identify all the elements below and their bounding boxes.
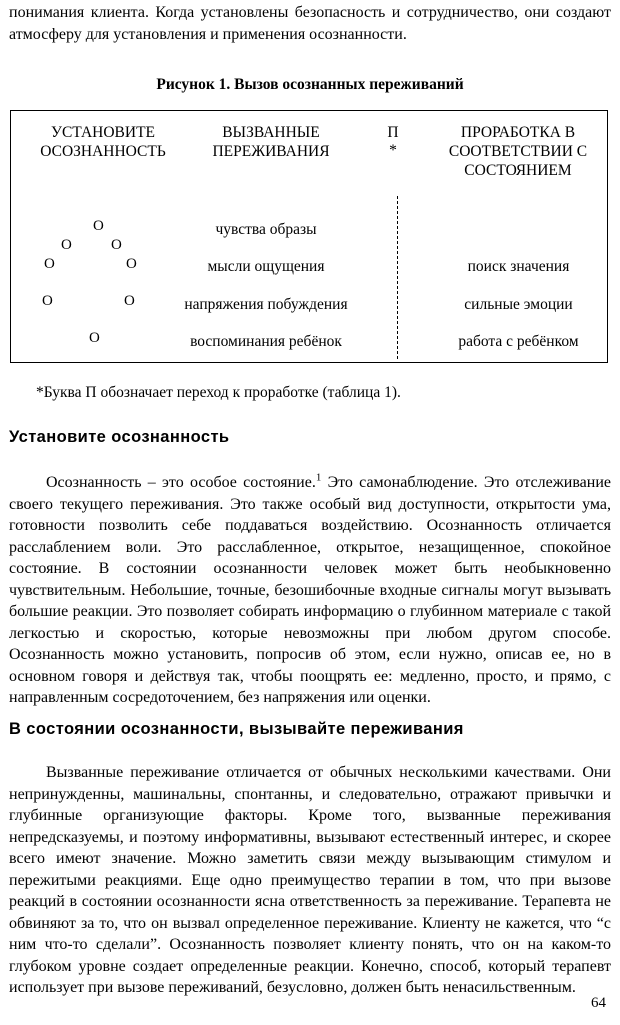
section2-paragraph: Вызванные переживание отличается от обычных несколькими качествами. Они непринужденны, машинальны, спонтанны, и следовательно, отражают привычки и глубинные организующие факторы. Кроме того, вызванные переживания непредсказуемы, и поэтому информативны, вызывают естественный интерес, и скорее всего имеют значение. Можно заметить связи между вызывающим стимулом и пережитыми реакциями. Еще одно преимущество терапии в том, что при вызове реакций в состоянии осознанности ясна ответственность за переживание. Терапевта не обвиняют за то, что он вызвал определенное переживание. Клиенту не кажется, что “с ним что-то сделали”. Осознанность позволяет клиенту понять, что он на каком-то глубоком уровне создает определенные реакции. Конечно, способ, который терапевт использует при вызове переживаний, безусловно, должен быть ненасильственным. — [9, 764, 611, 996]
evoked-row-feelings-images: чувства образы — [215, 221, 317, 238]
circle-glyph: O — [126, 256, 137, 272]
section1-paragraph — [9, 472, 611, 709]
figure-box — [10, 110, 608, 363]
circle-glyph: O — [124, 293, 135, 309]
figure-header-evoked-experiences: ВЫЗВАННЫЕ ПЕРЕЖИВАНИЯ — [212, 124, 330, 160]
circle-glyph: O — [111, 237, 122, 253]
circle-glyph: O — [42, 293, 53, 309]
figure-footnote: *Буква П обозначает переход к проработке (таблица 1). — [36, 384, 401, 401]
figure-header-asterisk: * — [389, 142, 397, 159]
figure-caption: Рисунок 1. Вызов осознанных переживаний — [156, 76, 464, 93]
circle-glyph: O — [93, 218, 104, 234]
evoked-row-memories-child: воспоминания ребёнок — [190, 333, 342, 350]
dashed-divider — [397, 196, 398, 359]
page-number: 64 — [591, 995, 606, 1011]
figure-header-establish-mindfulness: УСТАНОВИТЕ ОСОЗНАННОСТЬ — [40, 124, 166, 160]
footnote-reference-1: 1 — [315, 471, 322, 484]
section1-text-start: Осознанность – это особое состояние. — [46, 474, 316, 491]
section1-text-rest: Это самонаблюдение. Это отслеживание своего текущего переживания. Это также особый вид доступности, открытости ума, готовности позволить себе поддаваться воздействию. Осознанность отличается расслаблением воли. Это расслабленное, открытое, незащищенное, спокойное состояние. В состоянии осознанности человек может быть необыкновенно чувствительным. Небольшие, точные, безошибочные входные сигналы могут вызывать большие реакции. Это позволяет собирать информацию о глубинном материале с такой легкостью и скоростью, которые невозможны при любом другом способе. Осознанность можно установить, попросив об этом, если нужно, описав ее, но в основном говоря и действуя так, чтобы поощрять ее: медленно, просто, и прямо, с направленным сосредоточением, без напряжения или оценки. — [9, 474, 611, 706]
section-heading-establish-mindfulness: Установите осознанность — [9, 428, 230, 446]
processing-row-strong-emotions: сильные эмоции — [464, 296, 573, 313]
evoked-row-thoughts-sensations: мысли ощущения — [207, 258, 325, 275]
circle-glyph: O — [44, 256, 55, 272]
circle-glyph: O — [89, 330, 100, 346]
processing-row-child-work: работа с ребёнком — [458, 333, 579, 350]
figure-header-p-letter: П — [387, 124, 399, 141]
figure-header-processing: ПРОРАБОТКА В СООТВЕТСТВИИ С СОСТОЯНИЕМ — [448, 124, 588, 179]
processing-row-meaning-search: поиск значения — [467, 258, 570, 275]
intro-paragraph: понимания клиента. Когда установлены безопасность и сотрудничество, они создают атмосферу для установления и применения осознанности. — [9, 4, 611, 43]
circle-glyph: O — [61, 237, 72, 253]
section-heading-evoke-experiences: В состоянии осознанности, вызывайте переживания — [9, 720, 464, 738]
evoked-row-tensions-impulses: напряжения побуждения — [184, 296, 348, 313]
